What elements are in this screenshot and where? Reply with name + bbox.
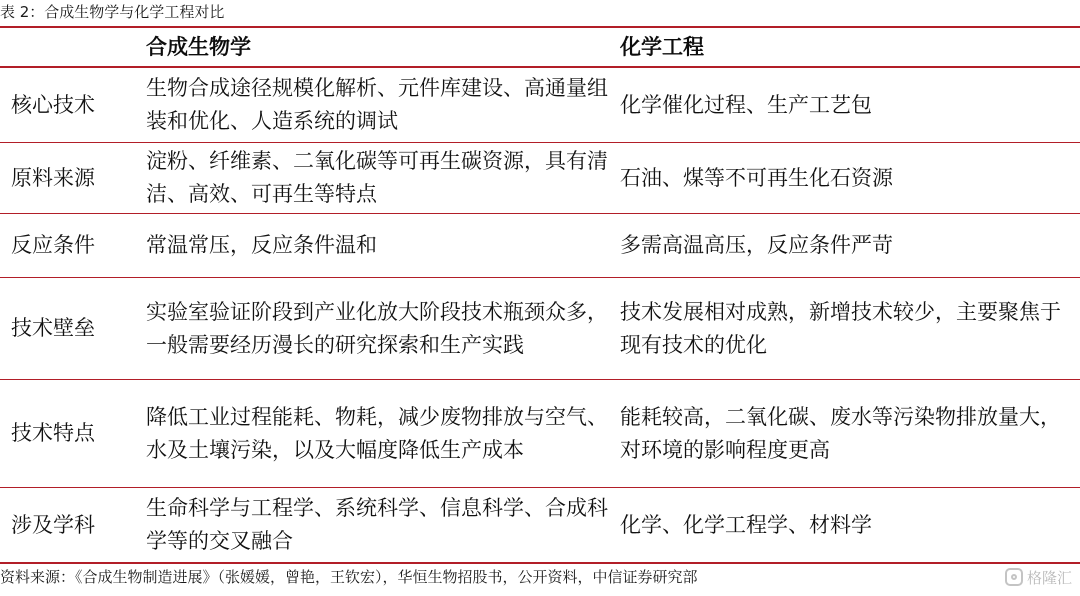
row-label: 涉及学科 [11, 512, 95, 537]
chem-cell: 化学、化学工程学、材料学 [620, 512, 872, 537]
bio-cell: 生命科学与工程学、系统科学、信息科学、合成科学等的交叉融合 [146, 496, 608, 553]
row-label: 技术特点 [11, 421, 95, 445]
bio-cell: 实验室验证阶段到产业化放大阶段技术瓶颈众多，一般需要经历漫长的研究探索和生产实践 [146, 299, 608, 357]
table-bottom-rule [0, 562, 1080, 564]
chem-cell: 技术发展相对成熟，新增技术较少，主要聚焦于现有技术的优化 [620, 299, 1061, 357]
bio-cell: 生物合成途径规模化解析、元件库建设、高通量组装和优化、人造系统的调试 [146, 76, 608, 133]
header-bio: 合成生物学 [146, 35, 251, 59]
chem-cell: 石油、煤等不可再生化石资源 [620, 165, 893, 190]
table-row-reaction [0, 214, 1080, 277]
table-row-features [0, 380, 1080, 487]
source-note: 资料来源：《合成生物制造进展》（张媛媛，曾艳，王钦宏），华恒生物招股书，公开资料，中信证券研究部 [0, 568, 698, 586]
table-row-raw-material [0, 143, 1080, 213]
bio-cell: 淀粉、纤维素、二氧化碳等可再生碳资源，具有清洁、高效、可再生等特点 [146, 149, 608, 206]
table-caption: 表 2：合成生物学与化学工程对比 [0, 3, 225, 21]
bio-cell: 降低工业过程能耗、物耗，减少废物排放与空气、水及土壤污染，以及大幅度降低生产成本 [146, 404, 608, 462]
row-label: 原料来源 [11, 165, 95, 190]
watermark [1005, 566, 1072, 588]
row-label: 反应条件 [11, 233, 95, 257]
chem-cell: 化学催化过程、生产工艺包 [620, 92, 872, 117]
table-row-core-tech [0, 68, 1080, 142]
chem-cell: 多需高温高压，反应条件严苛 [620, 233, 893, 257]
table-row-disciplines [0, 488, 1080, 562]
chem-cell: 能耗较高，二氧化碳、废水等污染物排放量大，对环境的影响程度更高 [620, 404, 1061, 462]
bio-cell: 常温常压，反应条件温和 [146, 233, 377, 257]
table-row-barrier [0, 278, 1080, 379]
row-label: 核心技术 [11, 92, 95, 117]
glh-logo-icon [1005, 568, 1023, 586]
watermark-text: 格隆汇 [1026, 568, 1072, 587]
row-label: 技术壁垒 [11, 316, 95, 340]
header-chem: 化学工程 [620, 35, 704, 59]
